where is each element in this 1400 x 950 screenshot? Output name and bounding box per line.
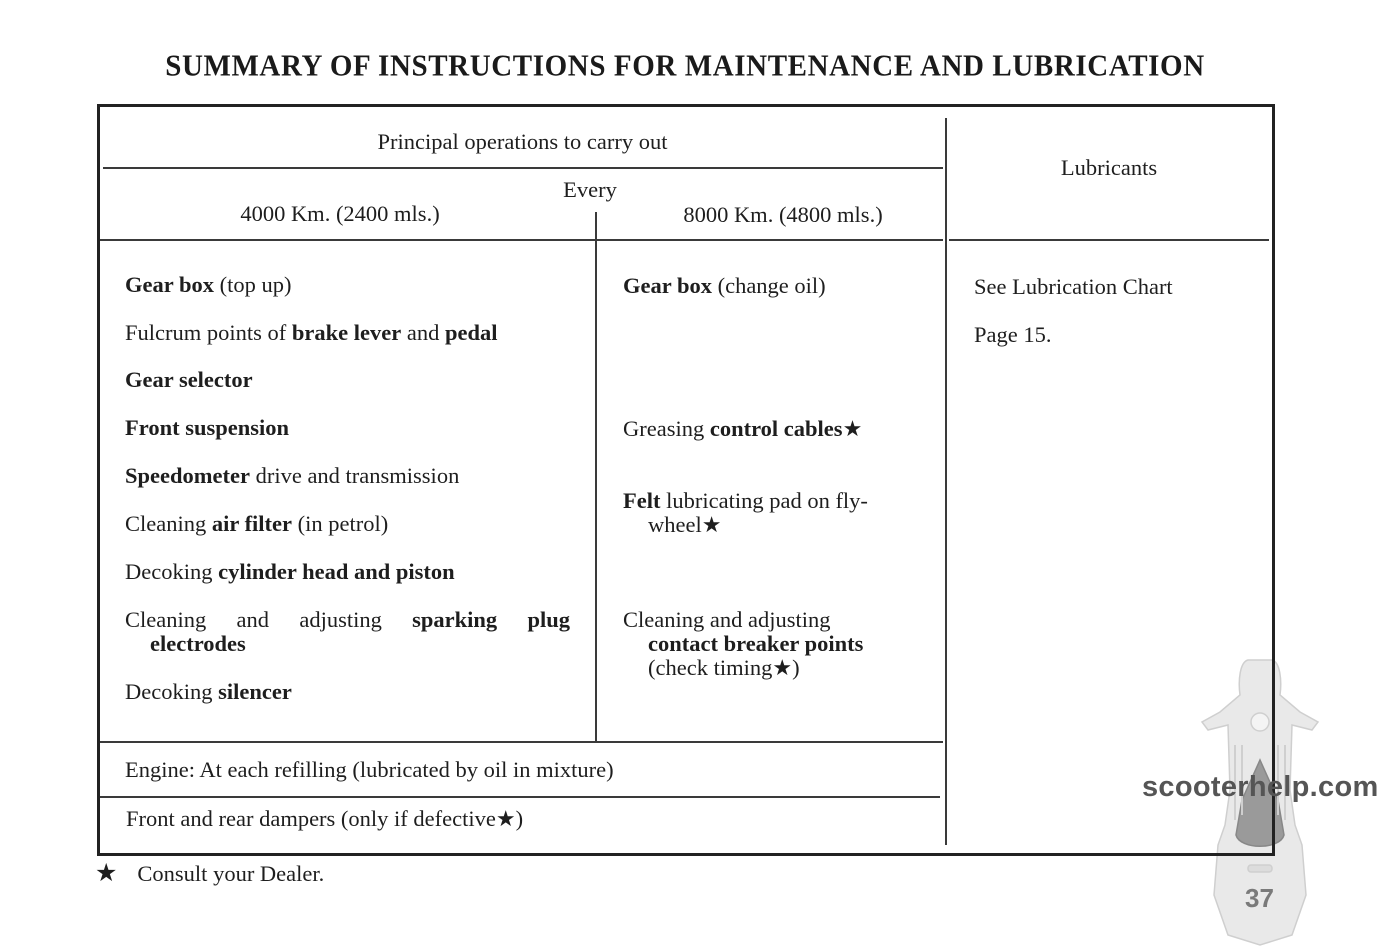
- lubricants-see-chart: See Lubrication Chart: [974, 274, 1173, 299]
- op-part: drive and transmission: [249, 463, 460, 488]
- op-part: adjusting: [299, 607, 382, 632]
- engine-row: Engine: At each refilling (lubricated by oil in mixture): [125, 757, 614, 782]
- op-part: control cables: [709, 416, 843, 441]
- rule-above-engine: [100, 741, 943, 743]
- op-speedometer: [125, 464, 459, 488]
- op-part: (in petrol): [292, 511, 389, 536]
- op-part: Gear box: [125, 272, 214, 297]
- dampers-text-end: ): [515, 806, 524, 831]
- op-sparking-plug-line2: [125, 632, 570, 656]
- op-part: cylinder head and piston: [218, 559, 455, 584]
- header-interval-4000: 4000 Km. (2400 mls.): [240, 201, 440, 226]
- op-greasing-control-cables: [623, 417, 862, 442]
- op-felt-pad-line1: [623, 489, 868, 513]
- footnote: [95, 858, 325, 887]
- op-part: Speedometer: [125, 463, 250, 488]
- op-gear-box-top-up: [125, 273, 291, 297]
- page-title: SUMMARY OF INSTRUCTIONS FOR MAINTENANCE AND LUBRICATION: [165, 49, 1205, 83]
- op-front-suspension: [125, 416, 289, 440]
- op-part: wheel: [648, 512, 702, 537]
- op-part: Cleaning: [125, 511, 212, 536]
- star-icon: ★: [701, 513, 722, 538]
- op-part: Gear box: [623, 273, 712, 298]
- op-sparking-plug: [125, 608, 570, 656]
- op-part: (top up): [213, 272, 292, 297]
- rule-under-lubricants-header: [949, 239, 1269, 241]
- op-felt-pad-line2: [623, 513, 868, 538]
- op-part: electrodes: [150, 631, 246, 656]
- op-sparking-plug-line1: [125, 608, 570, 632]
- star-icon: ★: [842, 417, 863, 442]
- op-part: Cleaning: [125, 607, 207, 632]
- op-part: ): [792, 655, 800, 680]
- op-part: Decoking: [125, 679, 219, 704]
- header-interval-8000: 8000 Km. (4800 mls.): [683, 202, 883, 227]
- op-decoking-silencer: [125, 680, 292, 704]
- rule-under-principal: [103, 167, 943, 169]
- star-icon: ★: [95, 858, 118, 887]
- op-part: (check timing: [648, 655, 773, 680]
- op-part: and: [401, 320, 445, 345]
- op-gear-box-change-oil: [623, 274, 826, 298]
- lubricants-page-ref: Page 15.: [974, 322, 1052, 347]
- star-icon: ★: [495, 807, 516, 832]
- op-contact-breaker-line1: Cleaning and adjusting: [623, 607, 831, 632]
- page-number: 37: [1245, 883, 1274, 913]
- op-part: sparking: [412, 607, 498, 632]
- op-contact-breaker-line3: [623, 656, 863, 681]
- op-part: Felt: [623, 488, 661, 513]
- op-part: silencer: [218, 679, 292, 704]
- rule-above-dampers: [100, 796, 940, 798]
- op-part: plug: [527, 607, 570, 632]
- op-part: Fulcrum points of: [125, 320, 292, 345]
- dampers-row: [126, 807, 523, 832]
- op-part: Greasing: [623, 416, 710, 441]
- column-divider-lubricants: [945, 118, 947, 845]
- op-part: air filter: [211, 511, 293, 536]
- op-part: brake lever: [291, 320, 402, 345]
- op-decoking-cylinder: [125, 560, 455, 584]
- star-icon: ★: [772, 656, 793, 681]
- op-part: (change oil): [711, 273, 826, 298]
- column-divider-intervals: [595, 212, 597, 743]
- op-part: Decoking: [125, 559, 219, 584]
- op-part: lubricating pad on fly-: [660, 488, 868, 513]
- footnote-text: Consult your Dealer.: [137, 861, 325, 886]
- op-part: and: [236, 607, 270, 632]
- op-air-filter: [125, 512, 388, 536]
- op-part: pedal: [444, 320, 498, 345]
- op-felt-pad: [623, 489, 868, 538]
- op-contact-breaker: [623, 608, 863, 681]
- op-contact-breaker-line2: [623, 632, 863, 656]
- dampers-text: Front and rear dampers (only if defective: [126, 806, 496, 831]
- rule-under-intervals: [100, 239, 943, 241]
- op-part: Front suspension: [125, 415, 290, 440]
- header-every: Every: [563, 177, 617, 202]
- header-principal-operations: Principal operations to carry out: [377, 129, 668, 154]
- header-lubricants: Lubricants: [1060, 155, 1158, 180]
- op-gear-selector: [125, 368, 253, 392]
- op-part: Gear selector: [125, 367, 253, 392]
- op-part: contact breaker points: [648, 631, 864, 656]
- watermark-text: scooterhelp.com: [1142, 771, 1379, 803]
- op-fulcrum-points: [125, 321, 497, 345]
